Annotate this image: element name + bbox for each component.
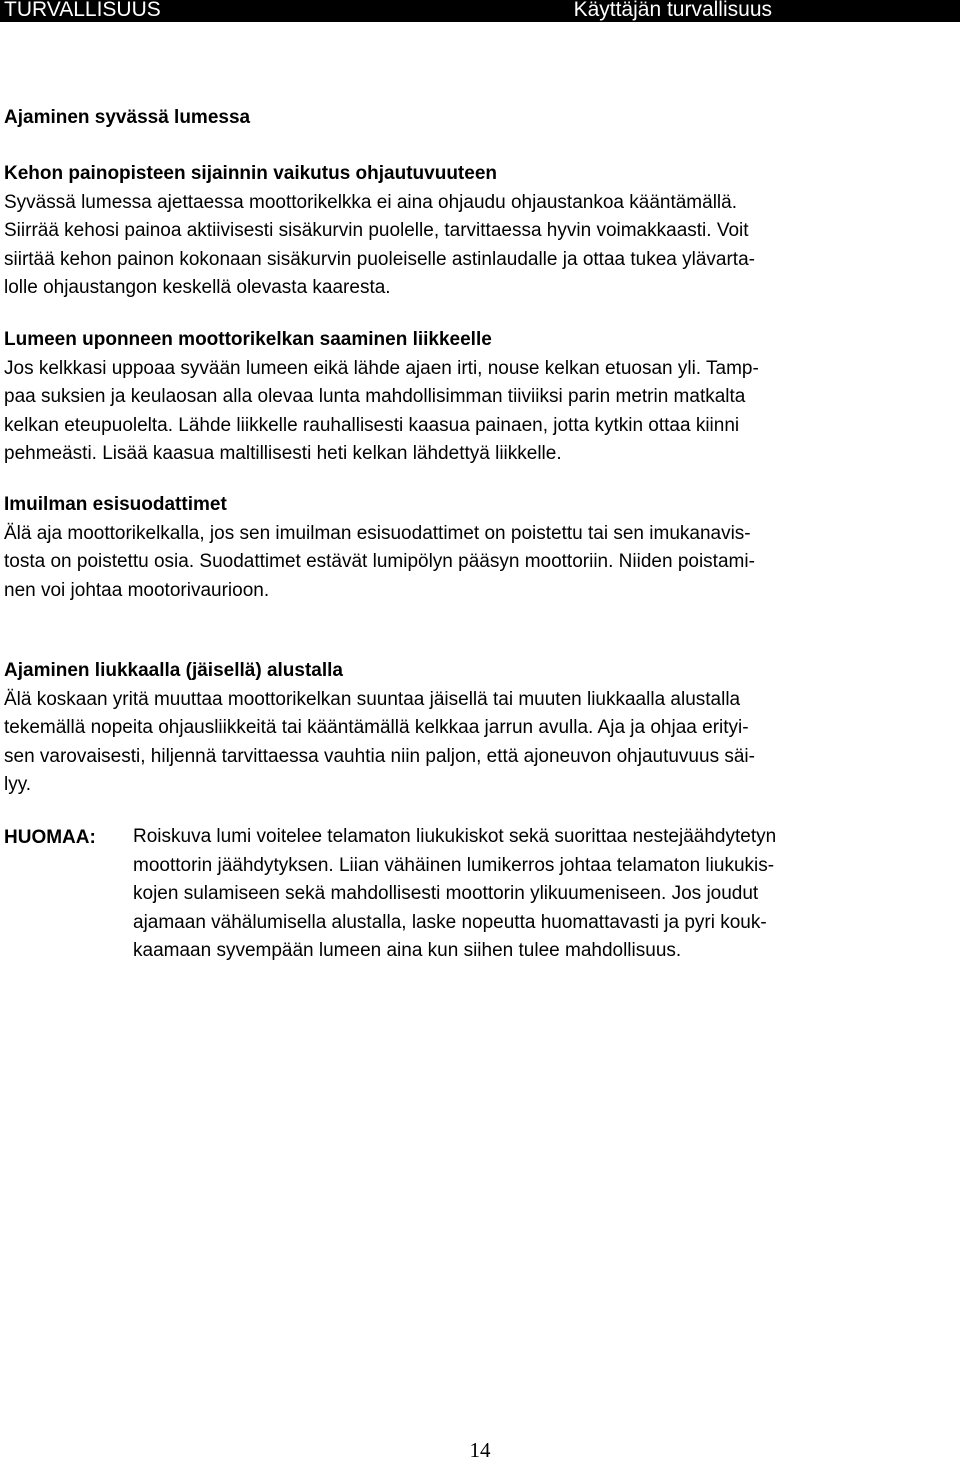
note-line: ajamaan vähälumisella alustalla, laske nopeutta huomattavasti ja pyri kouk- (133, 911, 767, 933)
note-line: kaamaan syvempään lumeen aina kun siihen tulee mahdollisuus. (133, 940, 682, 961)
header-section-label: TURVALLISUUS (4, 0, 161, 21)
paragraph-line: nen voi johtaa mootorivaurioon. (4, 579, 270, 601)
paragraph-line: Jos kelkkasi uppoaa syvään lumeen eikä lähde ajaen irti, nouse kelkan etuosan yli. Tamp- (4, 357, 759, 379)
paragraph-line: paa suksien ja keulaosan alla olevaa lunta mahdollisimman tiiviiksi parin metrin matkalta (4, 386, 746, 407)
header-subsection-label: Käyttäjän turvallisuus (573, 0, 772, 21)
paragraph-line: Syvässä lumessa ajettaessa moottorikelkka ei aina ohjaudu ohjaustankoa kääntämällä. (4, 191, 737, 213)
note-label: HUOMAA: (4, 827, 96, 848)
section-stuck-sled (4, 326, 956, 469)
section-title: Lumeen uponneen moottorikelkan saaminen liikkeelle (4, 329, 492, 350)
paragraph-line: pehmeästi. Lisää kaasua maltillisesti heti kelkan lähdettyä liikkelle. (4, 443, 562, 464)
page-header (0, 0, 960, 22)
section-icy-surface (4, 657, 956, 800)
paragraph-line: tekemällä nopeita ohjausliikkeitä tai kääntämällä kelkkaa jarrun avulla. Aja ja ohjaa erityi- (4, 717, 749, 738)
section-body-position (4, 160, 956, 303)
page-number: 14 (469, 1438, 491, 1462)
paragraph-line: lyy. (4, 774, 32, 795)
note-text (133, 823, 948, 966)
note-line: kojen sulamiseen sekä mahdollisesti moottorin ylikuumeniseen. Jos joudut (133, 883, 759, 904)
paragraph-line: tosta on poistettu osia. Suodattimet estävät lumipölyn pääsyn moottoriin. Niiden poistami- (4, 551, 755, 572)
note-line: Roiskuva lumi voitelee telamaton liukukiskot sekä suorittaa nestejäähdytetyn (133, 826, 777, 847)
section-title: Kehon painopisteen sijainnin vaikutus ohjautuvuuteen (4, 163, 497, 184)
section-title: Ajaminen liukkaalla (jäisellä) alustalla (4, 660, 343, 681)
note-line: moottorin jäähdytyksen. Liian vähäinen lumikerros johtaa telamaton liukukis- (133, 854, 775, 876)
paragraph-line: Älä aja moottorikelkalla, jos sen imuilman esisuodattimet on poistettu tai sen imukanavis- (4, 522, 751, 544)
main-heading-block (4, 104, 956, 133)
paragraph-line: sen varovaisesti, hiljennä tarvittaessa vauhtia niin paljon, että ajoneuvon ohjautuvuus säi- (4, 745, 755, 767)
section-air-prefilters (4, 491, 956, 605)
paragraph-line: Siirrää kehosi painoa aktiivisesti sisäkurvin puolelle, tarvittaessa hyvin voimakkaasti. Voit (4, 220, 749, 241)
main-title: Ajaminen syvässä lumessa (4, 107, 251, 128)
paragraph-line: siirtää kehon painon kokonaan sisäkurvin puoleiselle astinlaudalle ja ottaa tukea ylävarta- (4, 248, 755, 270)
paragraph-line: Älä koskaan yritä muuttaa moottorikelkan suuntaa jäisellä tai muuten liukkaalla alustalla (4, 688, 741, 710)
section-title: Imuilman esisuodattimet (4, 494, 227, 515)
paragraph-line: kelkan eteupuolelta. Lähde liikkelle rauhallisesti kaasua painaen, jotta kytkin ottaa kiinni (4, 414, 740, 436)
paragraph-line: lolle ohjaustangon keskellä olevasta kaaresta. (4, 277, 391, 298)
